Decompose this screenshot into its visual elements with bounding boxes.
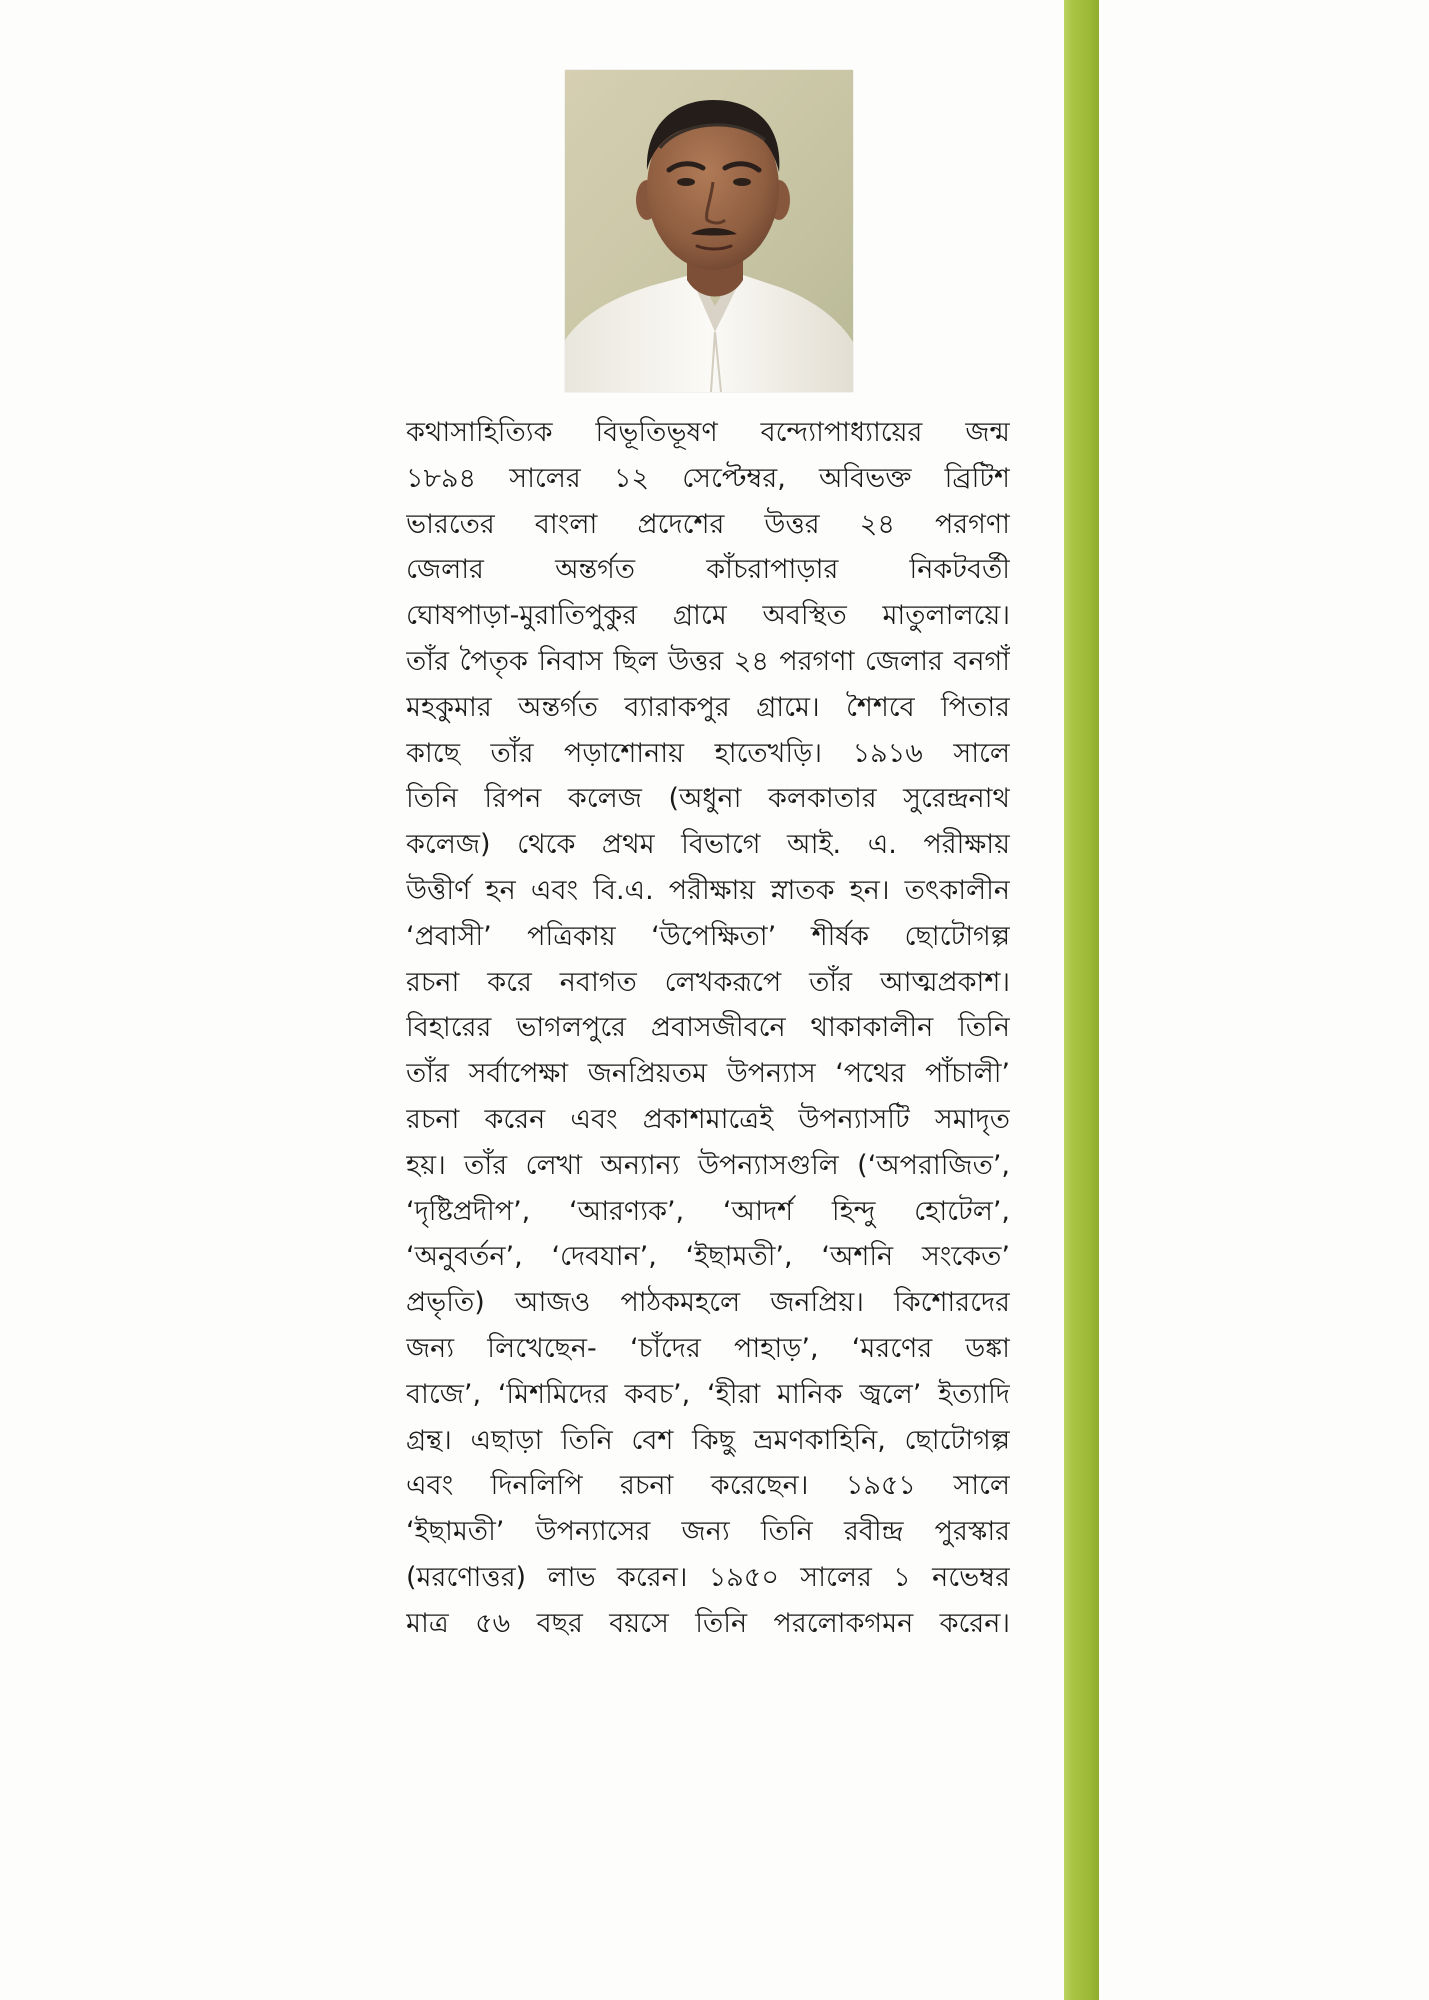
author-portrait [565, 70, 853, 392]
biography-line: ১৮৯৪ সালের ১২ সেপ্টেম্বর, অবিভক্ত ব্রিটিশ [406, 462, 1010, 494]
biography-line: মাত্র ৫৬ বছর বয়সে তিনি পরলোকগমন করেন। [406, 1607, 1010, 1639]
biography-line: প্রভৃতি) আজও পাঠকমহলে জনপ্রিয়। কিশোরদের [406, 1287, 1010, 1319]
biography-line: এবং দিনলিপি রচনা করেছেন। ১৯৫১ সালে [406, 1470, 1010, 1502]
biography-line: কলেজ) থেকে প্রথম বিভাগে আই. এ. পরীক্ষায় [406, 829, 1010, 861]
biography-line: বিহারের ভাগলপুরে প্রবাসজীবনে থাকাকালীন তিনি [406, 1012, 1010, 1044]
biography-line: কাছে তাঁর পড়াশোনায় হাতেখড়ি। ১৯১৬ সালে [406, 737, 1010, 769]
biography-line: তিনি রিপন কলেজ (অধুনা কলকাতার সুরেন্দ্রনাথ [406, 783, 1010, 815]
biography-line: গ্রন্থ। এছাড়া তিনি বেশ কিছু ভ্রমণকাহিনি, ছোটোগল্প [406, 1424, 1010, 1456]
biography-line: বাজে’, ‘মিশমিদের কবচ’, ‘হীরা মানিক জ্বলে’ ইত্যাদি [406, 1378, 1010, 1410]
biography-line: তাঁর পৈতৃক নিবাস ছিল উত্তর ২৪ পরগণা জেলার বনগাঁ [406, 645, 1010, 677]
biography-line: উত্তীর্ণ হন এবং বি.এ. পরীক্ষায় স্নাতক হন। তৎকালীন [406, 874, 1010, 906]
biography-line: রচনা করে নবাগত লেখকরূপে তাঁর আত্মপ্রকাশ। [406, 966, 1010, 998]
biography-line: মহকুমার অন্তর্গত ব্যারাকপুর গ্রামে। শৈশবে পিতার [406, 691, 1010, 723]
biography-line: জন্য লিখেছেন- ‘চাঁদের পাহাড়’, ‘মরণের ডঙ্কা [406, 1332, 1010, 1364]
biography-text [406, 410, 1010, 1647]
biography-line: তাঁর সর্বাপেক্ষা জনপ্রিয়তম উপন্যাস ‘পথের পাঁচালী’ [406, 1058, 1010, 1090]
biography-line: ‘ইছামতী’ উপন্যাসের জন্য তিনি রবীন্দ্র পুরস্কার [406, 1516, 1010, 1548]
biography-line: জেলার অন্তর্গত কাঁচরাপাড়ার নিকটবর্তী [406, 554, 1010, 586]
biography-line: ‘দৃষ্টিপ্রদীপ’, ‘আরণ্যক’, ‘আদর্শ হিন্দু হোটেল’, [406, 1195, 1010, 1227]
green-spine-bar [1064, 0, 1099, 2000]
biography-line: (মরণোত্তর) লাভ করেন। ১৯৫০ সালের ১ নভেম্বর [406, 1561, 1010, 1593]
biography-line: কথাসাহিত্যিক বিভূতিভূষণ বন্দ্যোপাধ্যায়ের জন্ম [406, 417, 1010, 448]
biography-line: হয়। তাঁর লেখা অন্যান্য উপন্যাসগুলি (‘অপরাজিত’, [406, 1149, 1010, 1181]
author-portrait-photo [565, 70, 853, 392]
biography-line: ‘অনুবর্তন’, ‘দেবযান’, ‘ইছামতী’, ‘অশনি সংকেত’ [406, 1241, 1010, 1273]
biography-line: ‘প্রবাসী’ পত্রিকায় ‘উপেক্ষিতা’ শীর্ষক ছোটোগল্প [406, 920, 1010, 952]
biography-line: ঘোষপাড়া-মুরাতিপুকুর গ্রামে অবস্থিত মাতুলালয়ে। [406, 600, 1010, 632]
biography-line: রচনা করেন এবং প্রকাশমাত্রেই উপন্যাসটি সমাদৃত [406, 1103, 1010, 1135]
biography-line: ভারতের বাংলা প্রদেশের উত্তর ২৪ পরগণা [406, 508, 1010, 540]
